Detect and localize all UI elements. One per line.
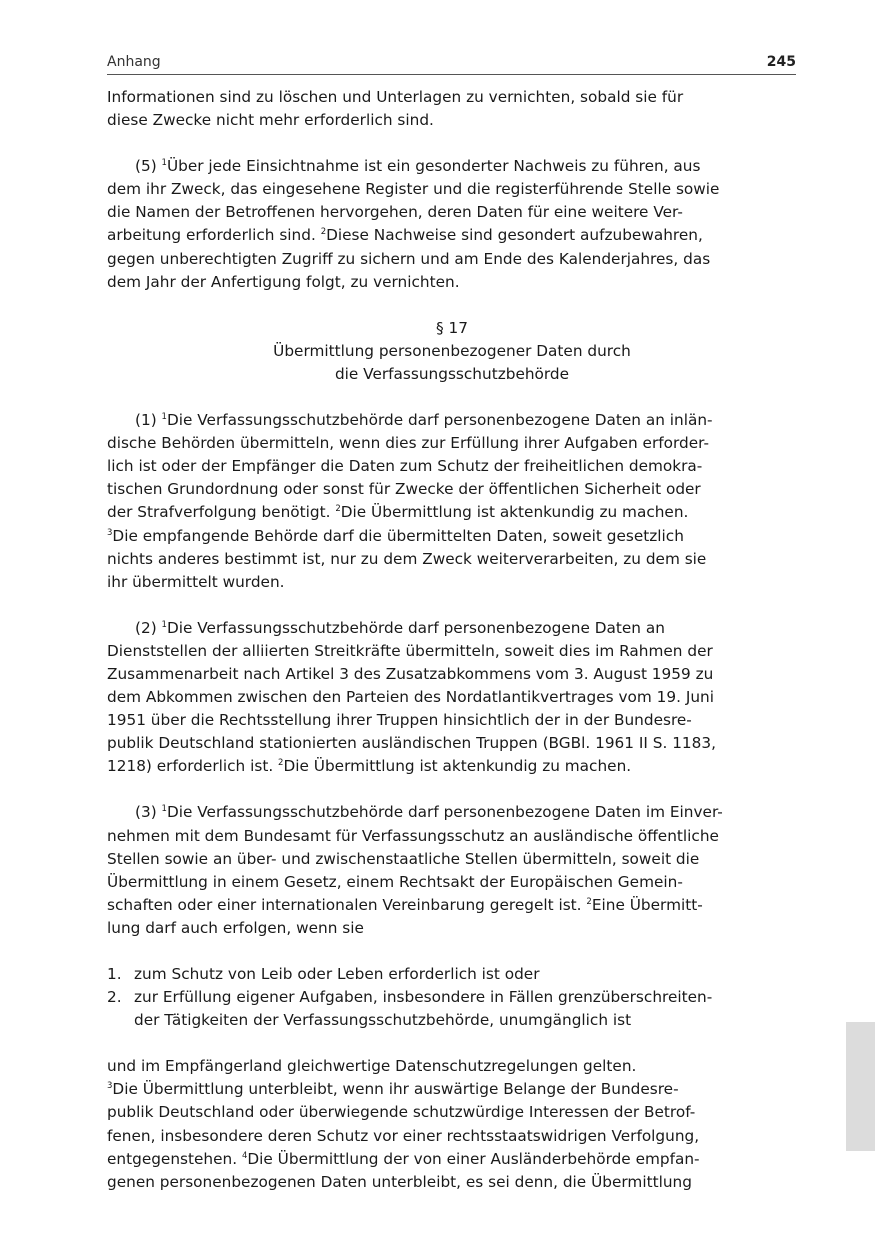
- subsection-3: [107, 801, 797, 940]
- text-line: 1218) erforderlich ist. $^2$Die Übermittlung ist aktenkundig zu machen.: [107, 757, 632, 776]
- sentence-number: 2: [335, 504, 341, 515]
- text-line: diese Zwecke nicht mehr erforderlich sind.: [107, 111, 434, 130]
- page-body: [107, 86, 797, 1194]
- sentence-number: 3: [107, 527, 113, 538]
- thumb-index-tab: [846, 1022, 875, 1151]
- section-title-line: die Verfassungsschutzbehörde: [334, 364, 570, 383]
- list-item: [107, 986, 797, 1032]
- list-item: [107, 963, 797, 986]
- text-line: publik Deutschland oder überwiegende schutzwürdige Interessen der Betrof-: [107, 1103, 696, 1122]
- text-line: dische Behörden übermitteln, wenn dies zur Erfüllung ihrer Aufgaben erforder-: [107, 434, 709, 453]
- sentence-number: 2: [278, 758, 284, 769]
- text-line: Stellen sowie an über- und zwischenstaatliche Stellen übermitteln, soweit die: [107, 849, 700, 868]
- text-line: arbeitung erforderlich sind. $^2$Diese Nachweise sind gesondert aufzubewahren,: [107, 226, 703, 245]
- text-line: publik Deutschland stationierten ausländischen Truppen (BGBl. 1961 II S. 1183,: [107, 734, 716, 753]
- text-line: (2) $^1$Die Verfassungsschutzbehörde darf personenbezogene Daten an: [135, 618, 665, 637]
- text-line: Übermittlung in einem Gesetz, einem Rechtsakt der Europäischen Gemein-: [107, 872, 683, 891]
- text-line: tischen Grundordnung oder sonst für Zwecke der öffentlichen Sicherheit oder: [107, 480, 701, 499]
- text-line: genen personenbezogenen Daten unterbleibt, es sei denn, die Übermittlung: [107, 1172, 692, 1191]
- text-line: Zusammenarbeit nach Artikel 3 des Zusatzabkommens vom 3. August 1959 zu: [107, 664, 714, 683]
- sentence-number: 1: [161, 804, 167, 815]
- continuation-paragraph: [107, 86, 797, 132]
- list-number: 2.: [107, 988, 122, 1007]
- text-line: nichts anderes bestimmt ist, nur zu dem Zweck weiterverarbeiten, zu dem sie: [107, 549, 707, 568]
- text-line: zur Erfüllung eigener Aufgaben, insbesondere in Fällen grenzüberschreiten-: [134, 988, 713, 1007]
- subsection-3-continuation: [107, 1055, 797, 1194]
- subsection-2: [107, 617, 797, 779]
- text-line: $^3$Die Übermittlung unterbleibt, wenn ihr auswärtige Belange der Bundesre-: [107, 1080, 679, 1099]
- text-line: entgegenstehen. $^4$Die Übermittlung der von einer Ausländerbehörde empfan-: [107, 1149, 700, 1168]
- running-header-section: Anhang: [107, 54, 161, 70]
- text-line: (1) $^1$Die Verfassungsschutzbehörde darf personenbezogene Daten an inlän-: [135, 411, 713, 430]
- sentence-number: 4: [241, 1150, 248, 1161]
- numbered-list: [107, 963, 797, 1032]
- text-line: fenen, insbesondere deren Schutz vor einer rechtsstaatswidrigen Verfolgung,: [107, 1126, 700, 1145]
- list-number: 1.: [107, 965, 122, 983]
- paragraph-5: [107, 155, 797, 294]
- text-line: ihr übermittelt wurden.: [107, 572, 285, 591]
- text-line: Dienststellen der alliierten Streitkräfte übermitteln, soweit dies im Rahmen der: [107, 641, 713, 660]
- text-line: schaften oder einer internationalen Vereinbarung geregelt ist. $^2$Eine Übermitt-: [107, 895, 703, 914]
- sentence-number: 1: [161, 158, 167, 169]
- section-number: § 17: [436, 318, 468, 337]
- text-line: und im Empfängerland gleichwertige Datenschutzregelungen gelten.: [107, 1057, 637, 1076]
- section-title-line: Übermittlung personenbezogener Daten durch: [273, 341, 631, 360]
- text-line: dem Jahr der Anfertigung folgt, zu vernichten.: [107, 272, 460, 291]
- text-line: $^3$Die empfangende Behörde darf die übermittelten Daten, soweit gesetzlich: [107, 526, 684, 545]
- text-line: gegen unberechtigten Zugriff zu sichern und am Ende des Kalenderjahres, das: [107, 249, 711, 268]
- text-line: lich ist oder der Empfänger die Daten zum Schutz der freiheitlichen demokra-: [107, 457, 703, 476]
- text-line: die Namen der Betroffenen hervorgehen, deren Daten für eine weitere Ver-: [107, 203, 683, 222]
- text-line: 1951 über die Rechtsstellung ihrer Truppen hinsichtlich der in der Bundesre-: [107, 711, 692, 730]
- text-line: dem ihr Zweck, das eingesehene Register und die registerführende Stelle sowie: [107, 180, 720, 199]
- sentence-number: 1: [161, 412, 167, 423]
- text-line: (3) $^1$Die Verfassungsschutzbehörde darf personenbezogene Daten im Einver-: [135, 803, 723, 822]
- text-line: zum Schutz von Leib oder Leben erforderlich ist oder: [134, 965, 540, 983]
- text-line: Informationen sind zu löschen und Unterlagen zu vernichten, sobald sie für: [107, 88, 684, 106]
- text-line: nehmen mit dem Bundesamt für Verfassungsschutz an ausländische öffentliche: [107, 826, 719, 845]
- text-line: der Strafverfolgung benötigt. $^2$Die Übermittlung ist aktenkundig zu machen.: [107, 503, 689, 522]
- page-number: 245: [766, 54, 796, 70]
- subsection-1: [107, 409, 797, 594]
- page-header: [107, 52, 796, 75]
- sentence-number: 1: [161, 619, 167, 630]
- text-line: der Tätigkeiten der Verfassungsschutzbehörde, unumgänglich ist: [134, 1011, 632, 1030]
- sentence-number: 3: [107, 1081, 113, 1092]
- sentence-number: 2: [586, 896, 592, 907]
- text-line: dem Abkommen zwischen den Parteien des Nordatlantikvertrages vom 19. Juni: [107, 688, 715, 707]
- sentence-number: 2: [320, 227, 327, 238]
- text-line: lung darf auch erfolgen, wenn sie: [107, 918, 364, 937]
- text-line: (5) $^1$Über jede Einsichtnahme ist ein gesonderter Nachweis zu führen, aus: [135, 157, 701, 176]
- section-heading: [107, 317, 797, 386]
